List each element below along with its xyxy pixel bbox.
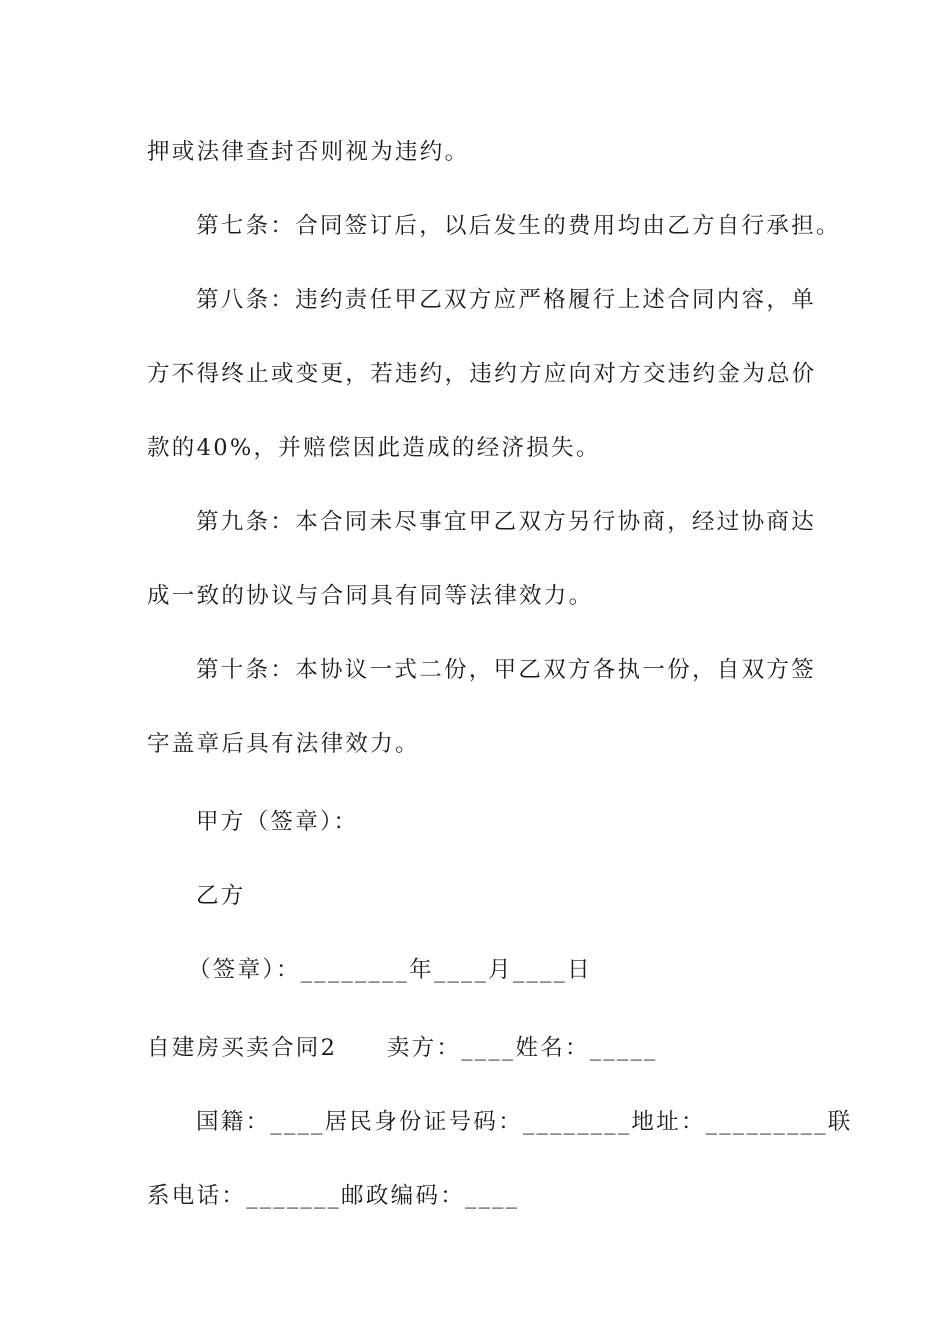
clause-7: 第七条：合同签订后，以后发生的费用均由乙方自行承担。 [196,213,841,239]
party-b-label: 乙方 [196,883,246,909]
clause-10: 第十条：本协议一式二份，甲乙双方各执一份，自双方签 [196,657,817,683]
contract-2-heading: 自建房买卖合同2 卖方：____姓名：_____ [147,1035,658,1061]
clause-9: 第九条：本合同未尽事宜甲乙双方另行协商，经过协商达 [196,509,817,535]
text-line: 方不得终止或变更，若违约，违约方应向对方交违约金为总价 [147,361,817,387]
seller-info-line: 国籍：____居民身份证号码：________地址：_________联 [196,1109,853,1135]
party-a-signature: 甲方（签章）： [196,809,359,835]
text-line: 字盖章后具有法律效力。 [147,731,420,757]
text-line: 款的40%，并赔偿因此造成的经济损失。 [147,435,601,461]
signature-date-line: （签章）：________年____月____日 [188,957,592,983]
text-line: 成一致的协议与合同具有同等法律效力。 [147,583,594,609]
text-line: 押或法律查封否则视为违约。 [147,139,470,165]
clause-8: 第八条：违约责任甲乙双方应严格履行上述合同内容，单 [196,287,817,313]
seller-contact-line: 系电话：_______邮政编码：____ [147,1183,520,1209]
